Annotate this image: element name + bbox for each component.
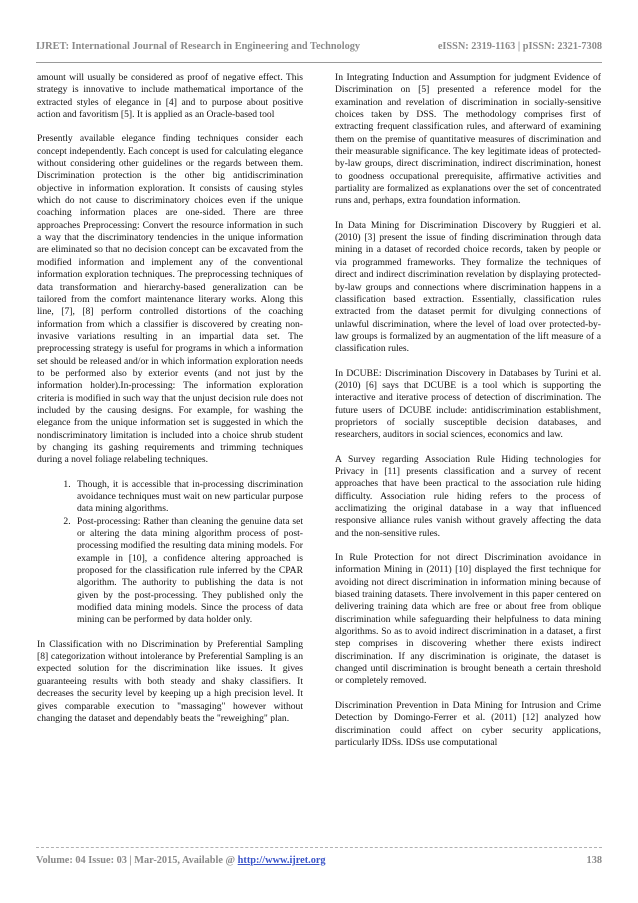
right-column — [335, 72, 601, 842]
paragraph: In Rule Protection for not direct Discrimination avoidance in information Mining in (2011) [10] displayed the first technique for avoiding not direct discrimination in information mining because of biased training datasets. There involvement in this paper centered on delivering training data which are free or about free from oblique discrimination while safeguarding their helpfulness to data mining algorithms. So as to avoid indirect discrimination in a dataset, a first step comprises in discovering whether there exists indirect discrimination. If any discrimination is originate, the dataset is changed until discrimination is brought beneath a certain threshold or completely removed. — [335, 552, 601, 687]
header-rule — [36, 62, 602, 63]
numbered-list — [37, 479, 303, 627]
paragraph: In Integrating Induction and Assumption for judgment Evidence of Discrimination on [5] presented a reference model for the examination and revelation of discrimination in socially-sensitive choices taken by DSS. The methodology comprises first of extracting frequent classification rules, and afterward of examining them on the premise of quantitative measures of discrimination and their measurable significance. The key legitimate ideas of protected-by-law groups, direct discrimination, indirect discrimination, honest to goodness occupational prerequisite, affirmative activities and partiality are formalized as explanations over the set of concentrated runs and, perhaps, extra foundation information. — [335, 72, 601, 207]
footer-rule — [36, 847, 602, 848]
left-column — [37, 72, 303, 842]
paragraph: amount will usually be considered as proof of negative effect. This strategy is innovative to include mathematical importance of the extracted styles of elegance in [4] and to purpose about positive action and favoritism [5]. It is applied as an Oracle-based tool — [37, 72, 303, 121]
running-footer — [36, 855, 602, 869]
page-number: 138 — [586, 855, 602, 866]
journal-link[interactable]: http://www.ijret.org — [237, 855, 326, 866]
running-header — [36, 41, 602, 57]
issn-label: eISSN: 2319-1163 | pISSN: 2321-7308 — [437, 41, 602, 52]
list-item: 1. Though, it is accessible that in-processing discrimination avoidance techniques must wait on new particular purpose data mining algorithms. — [73, 479, 303, 516]
paragraph: A Survey regarding Association Rule Hiding technologies for Privacy in [11] presents classification and a survey of recent approaches that have been practical to the association rule hiding difficulty. Association rule hiding refers to the process of acclimatizing the original database in a way that influenced responsive alliance rules vanish without gravely affecting the data and the non-sensitive rules. — [335, 453, 601, 539]
volume-label: Volume: 04 Issue: 03 | Mar-2015, Available @ — [36, 855, 238, 866]
journal-name: IJRET: International Journal of Research in Engineering and Technology — [36, 41, 361, 52]
volume-info — [36, 855, 326, 866]
paragraph: In DCUBE: Discrimination Discovery in Databases by Turini et al. (2010) [6] says that DCUBE is a tool which is supporting the interactive and iterative process of detection of discrimination. The future users of DCUBE include: antidiscrimination establishment, proprietors of socially susceptible decision databases, and researchers, auditors in social sciences, economics and law. — [335, 367, 601, 441]
paragraph: Discrimination Prevention in Data Mining for Intrusion and Crime Detection by Domingo-Ferrer et al. (2011) [12] analyzed how discrimination could affect on cyber security applications, particularly IDSs. IDSs use computational — [335, 699, 601, 748]
paragraph: In Data Mining for Discrimination Discovery by Ruggieri et al. (2010) [3] present the issue of finding discrimination through data mining in a dataset of recorded choice records, taken by people or via programmed frameworks. They formalize the techniques of direct and indirect discrimination revelation by displaying protected-by-law groups and connections where discrimination happens in a classification based extraction. Essentially, classification rules extracted from the dataset permit for divulging connections of unlawful discrimination, where the level of load over protected-by-law groups is formalized by an augmentation of the lift measure of a classification rules. — [335, 219, 601, 355]
paragraph: Presently available elegance finding techniques consider each concept independently. Each concept is used for calculating elegance without considering other guidelines or the regards between them. Discrimination protection is the other big antidiscrimination objective in information exploration. It consists of causing styles which do not cause to discriminatory choices even if the unique coaching information places are one-sided. There are three approaches Preprocessing: Convert the resource information in such a way that the discriminatory tendencies in the unique information are eliminated so that no decision concept can be excavated from the modified information and implement any of the conventional information exploration techniques. The preprocessing techniques of data transformation and hierarchy-based generalization can be tailored from the comfort maintenance literary works. Along this line, [7], [8] perform controlled distortions of the coaching information from which a classifier is discovered by creating non-invasive variations resulting in an impartial data set. The preprocessing strategy is useful for programs in which a information set should be released and/or in which information exploration needs to be performed also by exterior events (and not just by the information holder).In-processing: The information exploration criteria is modified in such way that the unjust decision rule does not included by the causing designs. For example, for washing the elegance from the unique information set is suggested in which the nondiscriminatory limitation is included into a choice shrub student by changing its gashing requirements and trimming techniques during a novel foliage relabeling techniques. — [37, 133, 303, 466]
paragraph: In Classification with no Discrimination by Preferential Sampling [8] categorization without intolerance by Preferential Sampling is an expected solution for the discrimination like issues. It gives guaranteeing results with both steady and shaky classifiers. It decreases the security level by keeping up a high precision level. It gives comparable execution to "massaging" however without changing the dataset and dependably beats the "reweighing" plan. — [37, 638, 303, 724]
list-item: 2. Post-processing: Rather than cleaning the genuine data set or altering the data mining algorithm process of post-processing modified the resulting data mining models. For example in [10], a confidence altering approached is proposed for the classification rule inferred by the CPAR algorithm. The authority to publishing the data is not given by the post-processing. They published only the modified data mining models. Since the process of data mining can be performed by data holder only. — [73, 516, 303, 627]
